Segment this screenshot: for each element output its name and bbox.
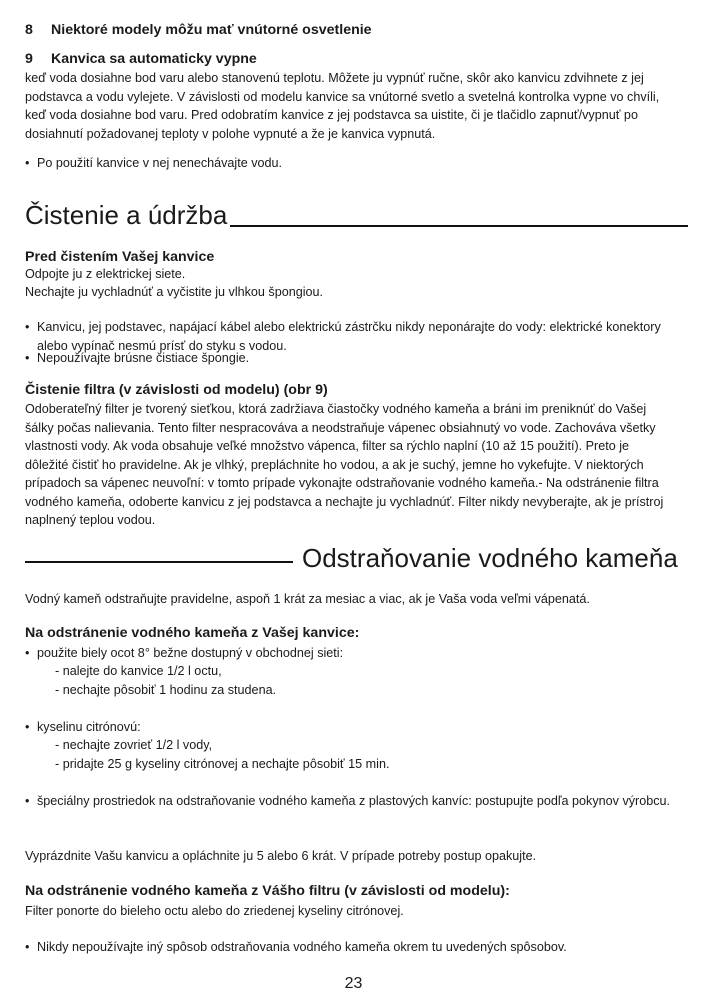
- cleaning-title-rule: [230, 225, 688, 227]
- bullet-dot: •: [25, 940, 30, 954]
- rinse-text: Vyprázdnite Vašu kanvicu a opláchnite ju 5 alebo 6 krát. V prípade potreby postup opakujte.: [25, 849, 537, 863]
- filter-cleaning-heading: Čistenie filtra (v závislosti od modelu) (obr 9): [25, 382, 328, 398]
- special-product-bullet-text: špeciálny prostriedok na odstraňovanie vodného kameňa z plastových kanvíc: postupujte podľa pokynov výrobcu.: [37, 794, 671, 808]
- special-product-bullet: [25, 792, 685, 811]
- descaling-intro: Vodný kameň odstraňujte pravidelne, aspoň 1 krát za mesiac a viac, ak je Vaša voda veľmi vápenatá.: [25, 592, 590, 606]
- item-8-number: 8: [25, 22, 33, 38]
- descaling-title-rule: [25, 561, 293, 563]
- bullet-dot: •: [25, 646, 30, 660]
- item-9-text: keď voda dosiahne bod varu alebo stanovenú teplotu. Môžete ju vypnúť ručne, skôr ako kanvicu zdvihnete z jej podstavca a vodu vylejete. V závislosti od modelu kanvice sa vnútorné svetlo a svetelná kontrolka vypne vo chvíli, keď voda dosiahne bod varu. Pred odobratím kanvice z jej podstavca sa uistite, či je tlačidlo zapnuť/vypnuť po dosiahnutí požadovanej teploty v polohe vypnuté a že je kanvica vypnutá.: [25, 71, 660, 141]
- bullet-dot: •: [25, 156, 30, 170]
- before-cleaning-bullet-1-text: Kanvicu, jej podstavec, napájací kábel alebo elektrickú zástrčku nikdy neponárajte do vody: elektrické konektory alebo vypínač nesmú prísť do styku s vodou.: [37, 320, 661, 353]
- item-9-number: 9: [25, 51, 33, 67]
- vinegar-bullet-text: použite biely ocot 8° bežne dostupný v obchodnej sieti:: [37, 646, 344, 660]
- filter-descaling-heading: Na odstránenie vodného kameňa z Vášho filtru (v závislosti od modelu):: [25, 883, 510, 899]
- vinegar-step-1: - nalejte do kanvice 1/2 l octu,: [55, 664, 222, 678]
- intro-bullet-text: Po použití kanvice v nej nenechávajte vodu.: [37, 156, 283, 170]
- citric-bullet: [25, 718, 685, 737]
- citric-step-2: - pridajte 25 g kyseliny citrónovej a nechajte pôsobiť 15 min.: [55, 757, 390, 771]
- bullet-dot: •: [25, 320, 30, 334]
- page-number: 23: [344, 975, 363, 992]
- before-cleaning-line2: Nechajte ju vychladnúť a vyčistite ju vlhkou špongiou.: [25, 285, 324, 299]
- item-9-title: Kanvica sa automaticky vypne: [51, 51, 257, 67]
- bullet-dot: •: [25, 720, 30, 734]
- filter-descaling-text: Filter ponorte do bieleho octu alebo do zriedenej kyseliny citrónovej.: [25, 904, 404, 918]
- item-8-title: Niektoré modely môžu mať vnútorné osvetlenie: [51, 22, 372, 38]
- filter-cleaning-text: Odoberateľný filter je tvorený sieťkou, ktorá zadržiava čiastočky vodného kameňa a bráni im preniknúť do Vašej šálky počas nalievania. Tento filter nespracováva a neodstraňuje vápenec obsiahnutý vo vode. Zachováva všetky vlastnosti vody. Ak voda obsahuje veľké množstvo vápenca, filter sa rýchlo naplní (10 až 15 použití). Preto je dôležité čistiť ho pravidelne. Ak je vlhký, prepláchnite ho vodou, a ak je suchý, jemne ho vykefujte. V niektorých prípadoch sa vápenec neuvoľní: v tomto prípade vykonajte odstraňovanie vodného kameňa.- Na odstránenie filtra vodného kameňa, odoberte kanvicu z jej podstavca a nechajte ju vychladnúť. Filter nikdy nevyberajte, ak je prístroj naplnený teplou vodou.: [25, 402, 664, 527]
- vinegar-bullet: [25, 644, 685, 663]
- item-9-heading: [25, 51, 257, 67]
- before-cleaning-line1: Odpojte ju z elektrickej siete.: [25, 267, 186, 281]
- bullet-dot: •: [25, 794, 30, 808]
- cleaning-section-title: Čistenie a údržba: [25, 200, 228, 230]
- item-8-heading: [25, 22, 372, 38]
- bullet-dot: •: [25, 351, 30, 365]
- final-warning-bullet: [25, 938, 685, 957]
- intro-bullet: [25, 154, 685, 173]
- final-warning-text: Nikdy nepoužívajte iný spôsob odstraňovania vodného kameňa okrem tu uvedených spôsobov.: [37, 940, 567, 954]
- kettle-descaling-heading: Na odstránenie vodného kameňa z Vašej kanvice:: [25, 625, 360, 641]
- before-cleaning-bullet-2-text: Nepoužívajte brúsne čistiace špongie.: [37, 351, 250, 365]
- citric-bullet-text: kyselinu citrónovú:: [37, 720, 141, 734]
- citric-step-1: - nechajte zovrieť 1/2 l vody,: [55, 738, 213, 752]
- before-cleaning-heading: Pred čistením Vašej kanvice: [25, 249, 215, 265]
- vinegar-step-2: - nechajte pôsobiť 1 hodinu za studena.: [55, 683, 277, 697]
- descaling-section-title: Odstraňovanie vodného kameňa: [302, 543, 678, 573]
- before-cleaning-bullet-2: [25, 349, 685, 368]
